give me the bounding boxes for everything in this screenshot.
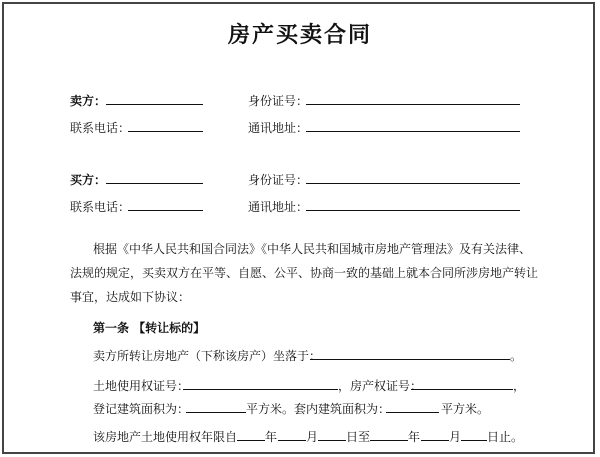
- property-location-field[interactable]: [310, 359, 510, 360]
- land-term-label: 该房地产土地使用权年限自: [93, 430, 238, 444]
- term-start-year-field[interactable]: [237, 440, 265, 441]
- seller-name-field[interactable]: [106, 104, 203, 105]
- term-start-year-unit: 年: [265, 430, 278, 444]
- buyer-id-field[interactable]: [306, 183, 520, 184]
- article-1-heading: 第一条 【转让标的】: [93, 321, 206, 335]
- registered-area-field[interactable]: [186, 412, 246, 413]
- house-cert-suffix: ，: [513, 379, 526, 393]
- inner-area-unit: 平方米。: [441, 402, 490, 416]
- buyer-id-label: 身份证号：: [248, 173, 309, 187]
- seller-address-label: 通讯地址：: [248, 121, 309, 135]
- preamble-line-2: 法规的规定，买卖双方在平等、自愿、公平、协商一致的基础上就本合同所涉房地产转让: [70, 266, 539, 280]
- seller-id-field[interactable]: [306, 104, 520, 105]
- inner-area-field[interactable]: [386, 412, 439, 413]
- term-end-day-unit: 日止。: [487, 430, 524, 444]
- buyer-name-field[interactable]: [106, 183, 203, 184]
- term-end-year-unit: 年: [408, 430, 421, 444]
- term-end-month-field[interactable]: [421, 440, 449, 441]
- property-location-label: 卖方所转让房地产（下称该房产）坐落于：: [93, 349, 322, 363]
- term-start-day-field[interactable]: [318, 440, 346, 441]
- house-cert-label: ，房产权证号：: [338, 379, 423, 393]
- term-end-month-unit: 月: [449, 430, 462, 444]
- seller-label: 卖方：: [70, 94, 107, 108]
- preamble-line-1: 根据《中华人民共和国合同法》《中华人民共和国城市房地产管理法》及有关法律、: [93, 242, 532, 256]
- document-page: [2, 2, 595, 454]
- seller-address-field[interactable]: [306, 131, 520, 132]
- house-cert-field[interactable]: [411, 389, 513, 390]
- term-end-year-field[interactable]: [370, 440, 408, 441]
- seller-phone-label: 联系电话：: [70, 121, 131, 135]
- land-cert-label: 土地使用权证号：: [93, 379, 190, 393]
- buyer-label: 买方：: [70, 173, 107, 187]
- buyer-address-field[interactable]: [306, 210, 520, 211]
- seller-phone-field[interactable]: [128, 131, 203, 132]
- buyer-address-label: 通讯地址：: [248, 200, 309, 214]
- term-start-month-unit: 月: [306, 430, 319, 444]
- buyer-phone-label: 联系电话：: [70, 200, 131, 214]
- preamble-line-3: 事宜，达成如下协议：: [70, 290, 191, 304]
- term-start-month-field[interactable]: [278, 440, 306, 441]
- buyer-phone-field[interactable]: [128, 210, 203, 211]
- property-location-suffix: 。: [510, 349, 523, 363]
- registered-area-unit: 平方米。套内建筑面积为：: [246, 402, 391, 416]
- registered-area-label: 登记建筑面积为：: [93, 402, 190, 416]
- term-end-day-field[interactable]: [461, 440, 487, 441]
- document-title: 房产买卖合同: [227, 23, 372, 48]
- land-cert-field[interactable]: [183, 389, 338, 390]
- seller-id-label: 身份证号：: [248, 94, 309, 108]
- term-start-day-unit: 日至: [346, 430, 371, 444]
